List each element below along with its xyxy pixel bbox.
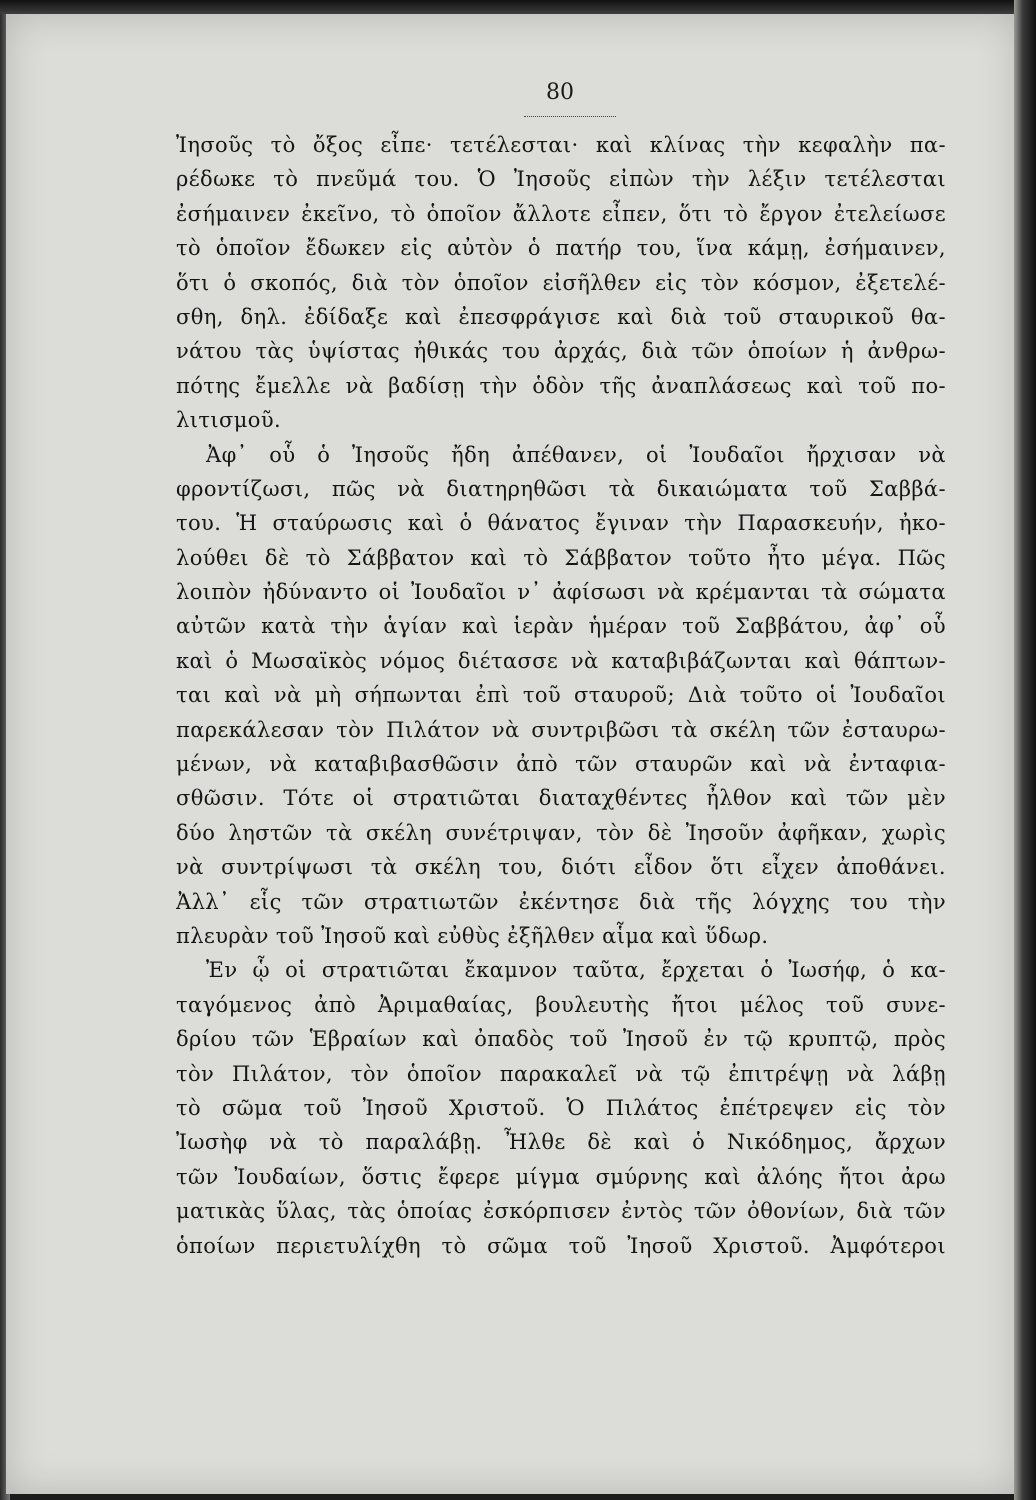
- text-line: πότης ἔμελλε νὰ βαδίσῃ τὴν ὁδὸν τῆς ἀναπλάσεως καὶ τοῦ πο-: [176, 373, 946, 398]
- text-line: ται καὶ νὰ μὴ σήπωνται ἐπὶ τοῦ σταυροῦ; Διὰ τοῦτο οἱ Ἰουδαῖοι: [176, 683, 946, 708]
- page-number: 80: [546, 80, 574, 105]
- text-line: νὰ συντρίψωσι τὰ σκέλη του, διότι εἶδον ὅτι εἶχεν ἀποθάνει.: [176, 855, 946, 880]
- text-line: ὅτι ὁ σκοπός, διὰ τὸν ὁποῖον εἰσῆλθεν εἰς τὸν κόσμον, ἐξετελέ-: [176, 270, 946, 295]
- text-line: σθῶσιν. Τότε οἱ στρατιῶται διαταχθέντες ἦλθον καὶ τῶν μὲν: [176, 786, 946, 811]
- text-line: ταγόμενος ἀπὸ Ἀριμαθαίας, βουλευτὴς ἤτοι μέλος τοῦ συνε-: [176, 992, 946, 1017]
- text-line: πλευρὰν τοῦ Ἰησοῦ καὶ εὐθὺς ἐξῆλθεν αἷμα καὶ ὕδωρ.: [176, 923, 769, 948]
- text-line: καὶ ὁ Μωσαϊκὸς νόμος διέτασσε νὰ καταβιβάζωνται καὶ θάπτων-: [176, 648, 946, 673]
- text-line: του. Ἡ σταύρωσις καὶ ὁ θάνατος ἔγιναν τὴν Παρασκευήν, ἠκο-: [176, 511, 946, 536]
- text-line: δρίου τῶν Ἑβραίων καὶ ὀπαδὸς τοῦ Ἰησοῦ ἐν τῷ κρυπτῷ, πρὸς: [176, 1027, 946, 1052]
- page-number-rule: [524, 116, 616, 117]
- text-line: τὸ ὁποῖον ἔδωκεν εἰς αὐτὸν ὁ πατήρ του, ἵνα κάμῃ, ἐσήμαινεν,: [176, 236, 946, 261]
- text-line: Ἰωσὴφ νὰ τὸ παραλάβῃ. Ἦλθε δὲ καὶ ὁ Νικόδημος, ἄρχων: [176, 1130, 946, 1155]
- text-line: ὁποίων περιετυλίχθη τὸ σῶμα τοῦ Ἰησοῦ Χριστοῦ. Ἀμφότεροι: [176, 1233, 946, 1258]
- body-text: [176, 128, 946, 1263]
- text-line: Ἀφ᾽ οὗ ὁ Ἰησοῦς ἤδη ἀπέθανεν, οἱ Ἰουδαῖοι ἤρχισαν νὰ: [206, 442, 946, 467]
- text-line: παρεκάλεσαν τὸν Πιλάτον νὰ συντριβῶσι τὰ σκέλη τῶν ἐσταυρω-: [176, 717, 946, 742]
- text-line: ἐσήμαινεν ἐκεῖνο, τὸ ὁποῖον ἄλλοτε εἶπεν, ὅτι τὸ ἔργον ἐτελείωσε: [176, 201, 946, 226]
- text-line: ματικὰς ὕλας, τὰς ὁποίας ἐσκόρπισεν ἐντὸς τῶν ὀθονίων, διὰ τῶν: [176, 1199, 946, 1224]
- text-line: νάτου τὰς ὑψίστας ἠθικάς του ἀρχάς, διὰ τῶν ὁποίων ἡ ἀνθρω-: [176, 339, 946, 364]
- text-line: λοιπὸν ἠδύναντο οἱ Ἰουδαῖοι ν᾽ ἀφίσωσι νὰ κρέμανται τὰ σώματα: [176, 580, 946, 605]
- book-spine-shadow: [1014, 0, 1036, 1500]
- text-line: τῶν Ἰουδαίων, ὅστις ἔφερε μίγμα σμύρνης καὶ ἀλόης ἤτοι ἀρω: [176, 1164, 946, 1189]
- text-line: τὸν Πιλάτον, τὸν ὁποῖον παρακαλεῖ νὰ τῷ ἐπιτρέψῃ νὰ λάβῃ: [176, 1061, 946, 1086]
- text-line: λούθει δὲ τὸ Σάββατον καὶ τὸ Σάββατον τοῦτο ἦτο μέγα. Πῶς: [176, 545, 946, 570]
- text-line: Ἐν ᾧ οἱ στρατιῶται ἔκαμνον ταῦτα, ἔρχεται ὁ Ἰωσήφ, ὁ κα-: [206, 958, 946, 983]
- text-line: ρέδωκε τὸ πνεῦμά του. Ὁ Ἰησοῦς εἰπὼν τὴν λέξιν τετέλεσται: [176, 167, 946, 192]
- text-line: δύο ληστῶν τὰ σκέλη συνέτριψαν, τὸν δὲ Ἰησοῦν ἀφῆκαν, χωρὶς: [176, 820, 946, 845]
- text-line: λιτισμοῦ.: [176, 408, 282, 433]
- text-line: Ἰησοῦς τὸ ὄξος εἶπε· τετέλεσται· καὶ κλίνας τὴν κεφαλὴν πα-: [176, 133, 946, 157]
- text-line: αὐτῶν κατὰ τὴν ἁγίαν καὶ ἱερὰν ἡμέραν τοῦ Σαββάτου, ἀφ᾽ οὗ: [176, 614, 946, 639]
- text-line: Ἀλλ᾽ εἷς τῶν στρατιωτῶν ἐκέντησε διὰ τῆς λόγχης του τὴν: [176, 889, 946, 914]
- text-line: μένων, νὰ καταβιβασθῶσιν ἀπὸ τῶν σταυρῶν καὶ νὰ ἐνταφια-: [176, 752, 946, 777]
- text-line: σθη, δηλ. ἐδίδαξε καὶ ἐπεσφράγισε καὶ διὰ τοῦ σταυρικοῦ θα-: [176, 304, 946, 329]
- text-line: τὸ σῶμα τοῦ Ἰησοῦ Χριστοῦ. Ὁ Πιλάτος ἐπέτρεψεν εἰς τὸν: [176, 1095, 946, 1120]
- text-line: φροντίζωσι, πῶς νὰ διατηρηθῶσι τὰ δικαιώματα τοῦ Σαββά-: [176, 476, 946, 501]
